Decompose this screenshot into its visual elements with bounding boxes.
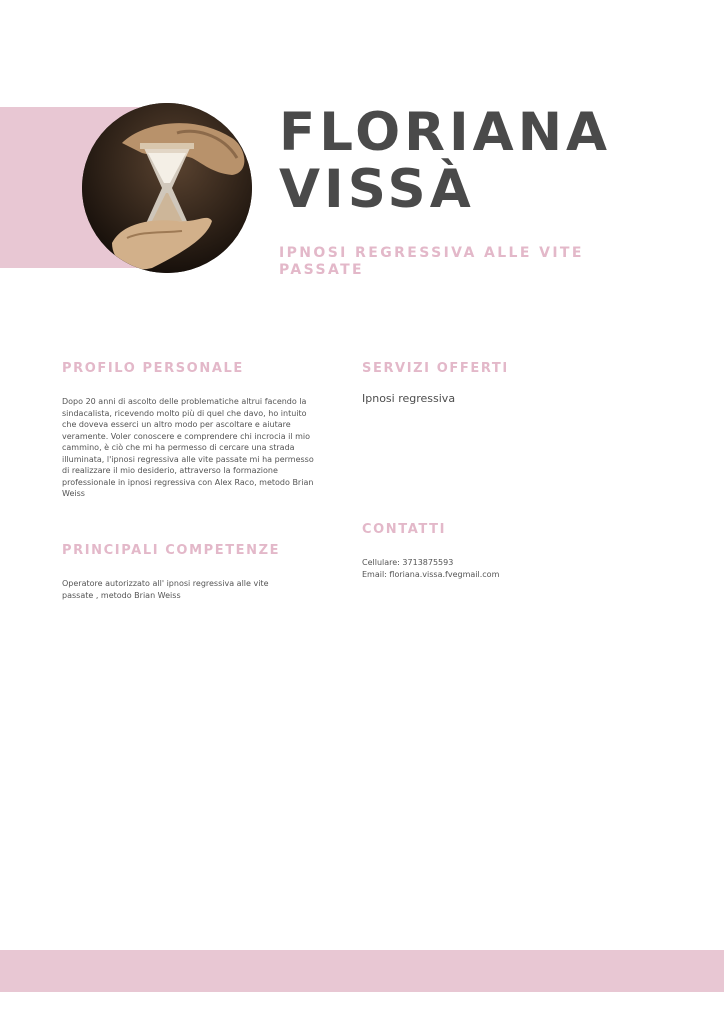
- contacts-block: [362, 557, 612, 580]
- contact-email: Email: floriana.vissa.fvegmail.com: [362, 569, 500, 579]
- skills-title: PRINCIPALI COMPETENZE: [62, 543, 281, 558]
- profile-text: Dopo 20 anni di ascolto delle problematiche altrui facendo la sindacalista, ricevendo molto più di quel che davo, ho intuito che doveva esserci un altro modo per ascoltare e aiutare veramente. Voler conoscere e comprendere chi incrocia il mio cammino, è ciò che mi ha permesso di cercare una strada illuminata, l'ipnosi regressiva alle vite passate mi ha permesso di realizzare il mio desiderio, attraverso la formazione professionale in ipnosi regressiva con Alex Raco, metodo Brian Weiss: [62, 397, 314, 498]
- profile-title: PROFILO PERSONALE: [62, 361, 244, 376]
- hourglass-photo: [82, 103, 252, 273]
- person-name: [279, 104, 611, 218]
- services-title: SERVIZI OFFERTI: [362, 361, 509, 376]
- job-subtitle: IPNOSI REGRESSIVA ALLE VITE PASSATE: [279, 245, 584, 278]
- contact-phone: Cellulare: 3713875593: [362, 558, 454, 567]
- name-line-1: FLORIANA: [279, 102, 612, 163]
- footer-pink-bar: [0, 950, 724, 992]
- name-line-2: VISSÀ: [279, 159, 475, 220]
- contacts-title: CONTATTI: [362, 522, 447, 537]
- skills-text: Operatore autorizzato all' ipnosi regressiva alle vite passate , metodo Brian Weiss: [62, 579, 269, 600]
- services-item: Ipnosi regressiva: [362, 392, 456, 405]
